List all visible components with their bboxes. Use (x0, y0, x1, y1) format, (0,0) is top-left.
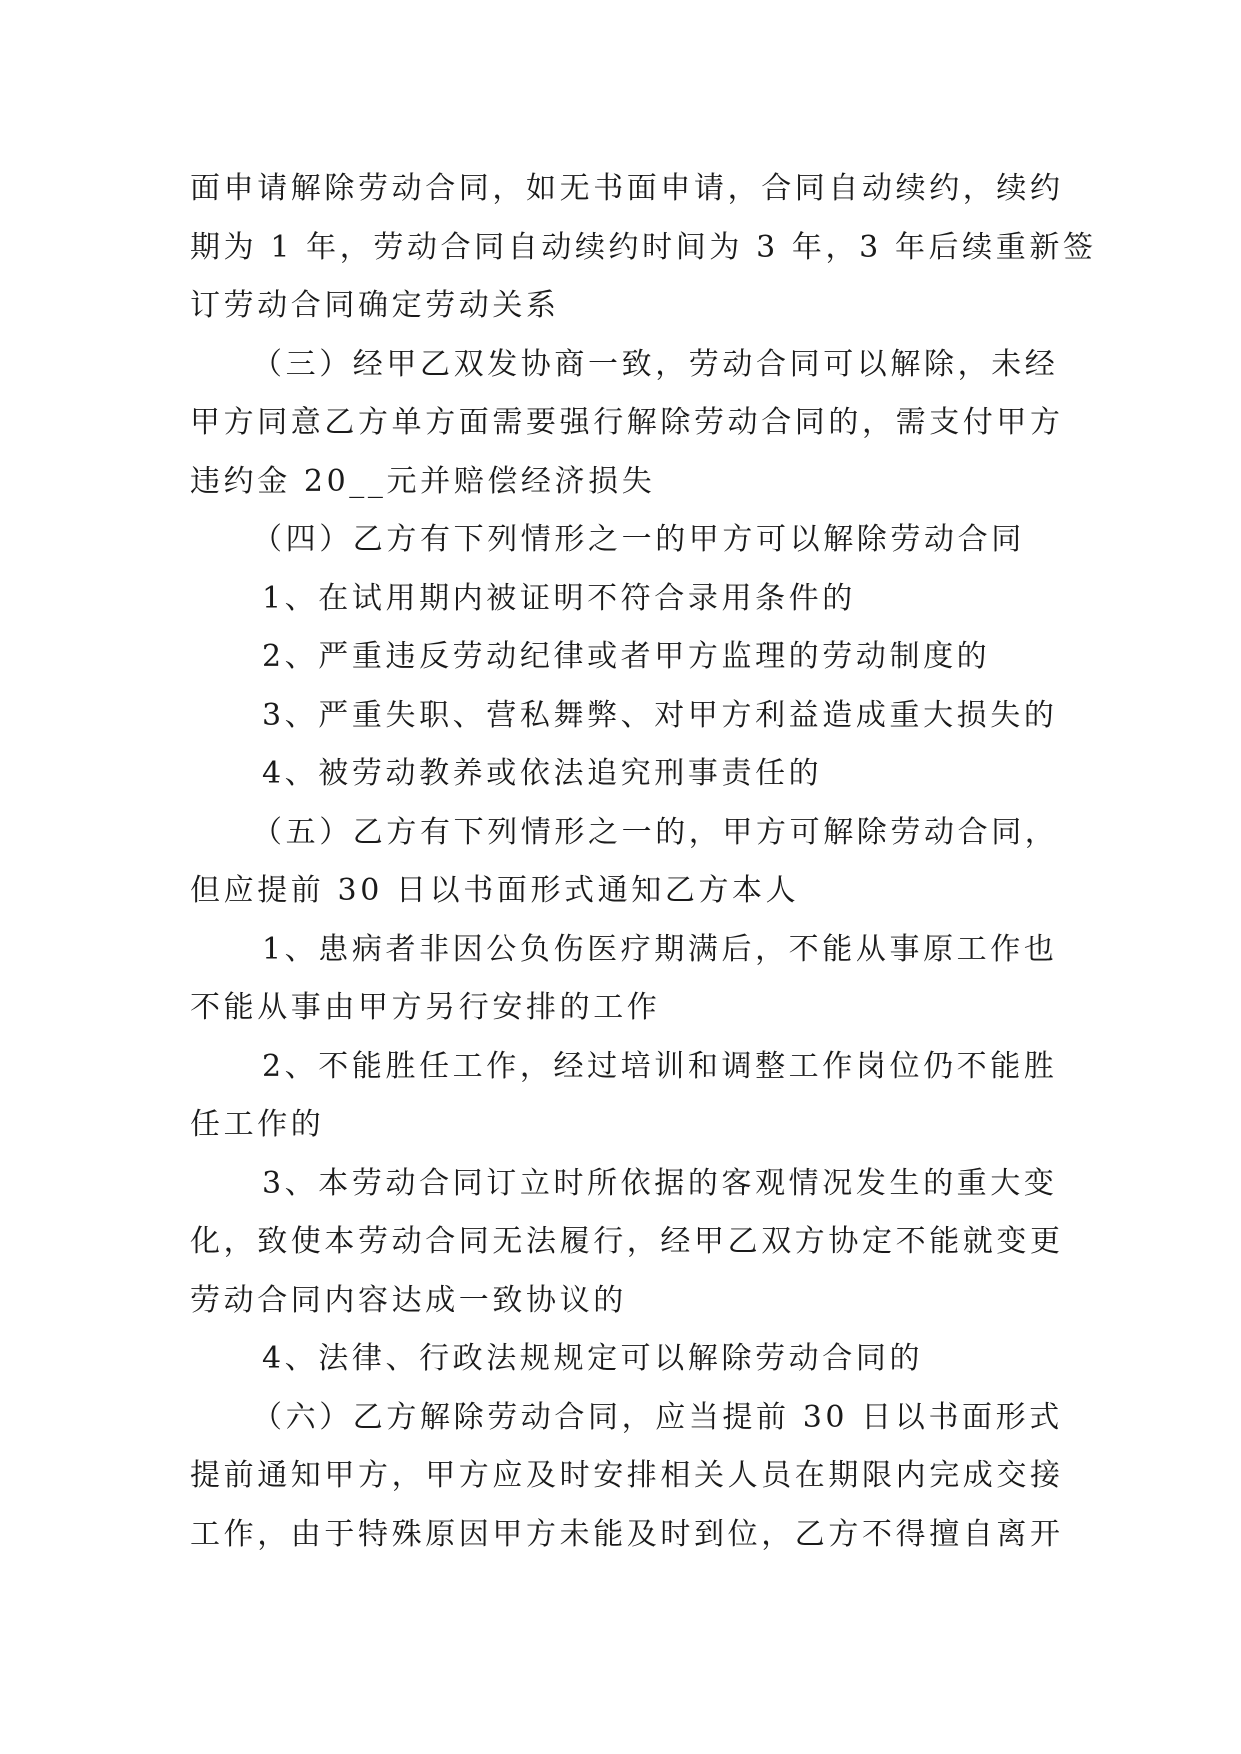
clause-heading-4: （四）乙方有下列情形之一的甲方可以解除劳动合同 (252, 522, 1025, 557)
text-line: 期为 1 年，劳动合同自动续约时间为 3 年，3 年后续重新签 (190, 229, 1097, 265)
text-line: 劳动合同内容达成一致协议的 (190, 1282, 627, 1318)
text-line: 面申请解除劳动合同，如无书面申请，合同自动续约，续约 (190, 171, 1064, 206)
text-line: 违约金 20__元并赔偿经济损失 (190, 463, 656, 499)
list-item: 4、被劳动教养或依法追究刑事责任的 (262, 756, 823, 791)
clause-heading-6: （六）乙方解除劳动合同，应当提前 30 日以书面形式 (252, 1399, 1063, 1435)
list-item: 3、本劳动合同订立时所依据的客观情况发生的重大变 (262, 1165, 1058, 1201)
text-line: 任工作的 (190, 1107, 325, 1142)
text-line: 工作，由于特殊原因甲方未能及时到位，乙方不得擅自离开 (190, 1516, 1064, 1552)
text-line: 订劳动合同确定劳动关系 (190, 288, 560, 323)
list-item: 2、不能胜任工作，经过培训和调整工作岗位仍不能胜 (262, 1048, 1058, 1084)
document-body (190, 160, 1097, 1564)
text-line: 化，致使本劳动合同无法履行，经甲乙双方协定不能就变更 (190, 1224, 1064, 1259)
text-line: 提前通知甲方，甲方应及时安排相关人员在期限内完成交接 (190, 1458, 1064, 1493)
list-item: 1、患病者非因公负伤医疗期满后，不能从事原工作也 (262, 931, 1058, 967)
list-item: 3、严重失职、营私舞弊、对甲方利益造成重大损失的 (262, 697, 1058, 733)
text-line: 但应提前 30 日以书面形式通知乙方本人 (190, 873, 800, 908)
clause-heading-3: （三）经甲乙双发协商一致，劳动合同可以解除，未经 (252, 346, 1059, 382)
list-item: 4、法律、行政法规规定可以解除劳动合同的 (262, 1341, 924, 1376)
text-line: 甲方同意乙方单方面需要强行解除劳动合同的，需支付甲方 (190, 405, 1064, 440)
list-item: 1、在试用期内被证明不符合录用条件的 (262, 580, 856, 616)
text-line: 不能从事由甲方另行安排的工作 (190, 990, 661, 1025)
list-item: 2、严重违反劳动纪律或者甲方监理的劳动制度的 (262, 639, 991, 674)
clause-heading-5: （五）乙方有下列情形之一的，甲方可解除劳动合同， (252, 814, 1059, 850)
